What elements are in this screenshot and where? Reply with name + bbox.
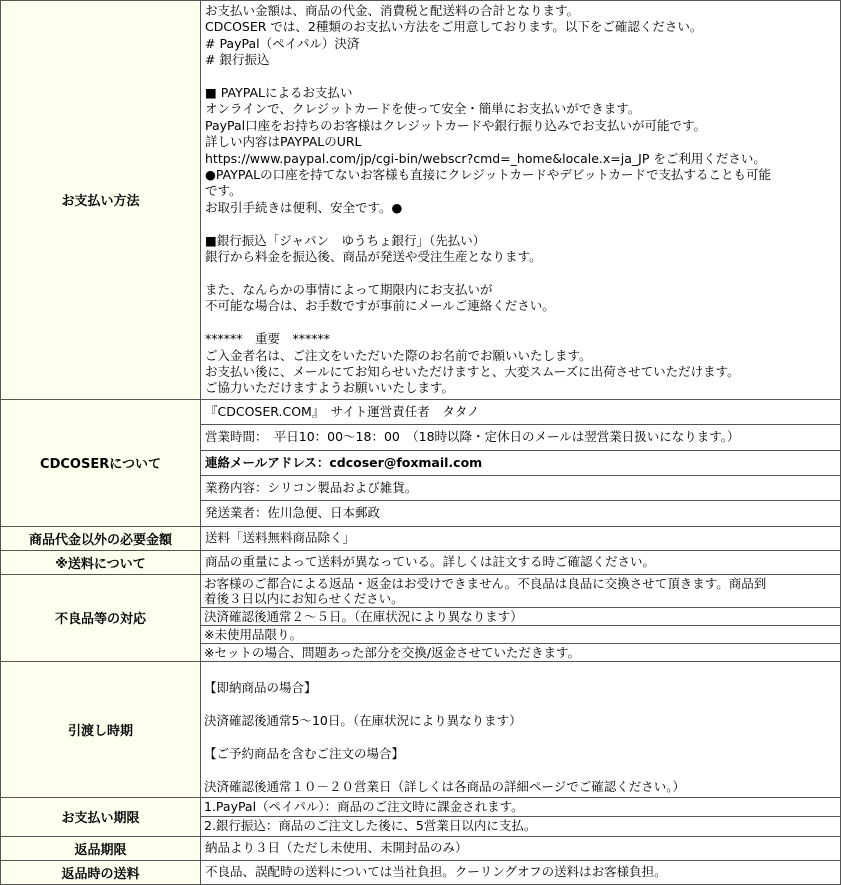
delivery-time-details-line: 決済確認後通常１０－２０営業日（詳しくは各商品の詳細ページでご確認ください。） bbox=[204, 778, 686, 794]
delivery-time-details-line: 決済確認後通常5～10日。（在庫状況により異なります） bbox=[204, 713, 522, 728]
site-operator-line: 『CDCOSER.COM』 サイト運営責任者 タタノ bbox=[205, 403, 480, 419]
return-deadline-detail-line: 納品より３日（ただし未使用、未開封品のみ） bbox=[205, 839, 468, 855]
row-content-payment-method bbox=[201, 1, 840, 399]
payment-method-details-line: また、なんらかの事情によって期限内にお支払いが bbox=[205, 281, 493, 297]
shipping-fee-detail-line: 商品の重量によって送料が異なっている。詳しくは註文する時ご確認ください。 bbox=[205, 553, 656, 569]
payment-method-details-line: https://www.paypal.com/jp/cgi-bin/webscr?cmd=_home&locale.x=ja_JP をご利用ください。 bbox=[205, 150, 766, 166]
bank-transfer-deadline bbox=[201, 817, 840, 835]
payment-method-details-line: # PayPal（ペイパル）決済 bbox=[205, 35, 360, 51]
row-content-defective-items bbox=[201, 575, 840, 661]
delivery-time-details-line: 【即納商品の場合】 bbox=[204, 680, 317, 696]
payment-method-details-line: ■ PAYPALによるお支払い bbox=[205, 85, 353, 101]
payment-method-details-line: CDCOSER では、2種類のお支払い方法をご用意しております。以下をご確認ください。 bbox=[205, 19, 703, 35]
business-description bbox=[201, 476, 840, 501]
set-exchange-note-line: ※セットの場合、問題あった部分を交換/返金させていただきます。 bbox=[204, 644, 581, 660]
extra-fees-detail bbox=[201, 527, 840, 550]
unused-only-note-line: ※未使用品限り。 bbox=[204, 626, 302, 642]
shipping-fee-detail bbox=[201, 551, 840, 574]
payment-method-details-line: ■銀行振込「ジャパン ゆうちょ銀行」（先払い） bbox=[205, 232, 486, 248]
row-label-payment-deadline: お支払い期限 bbox=[1, 798, 201, 836]
payment-method-details-line bbox=[205, 69, 836, 85]
payment-method-details-line: お支払い後に、メールにてお知らせいただけますと、大変スムーズに出荷させていただけます。 bbox=[205, 363, 740, 379]
row-label-about-shipping-fee: ※送料について bbox=[1, 551, 201, 574]
return-policy-line: お客様のご都合による返品・返金はお受けできません。不良品は良品に交換させて頂きます。商品到 bbox=[204, 575, 767, 591]
return-shipping-detail-line: 不良品、誤配時の送料については当社負担。クーリングオフの送料はお客様負担。 bbox=[205, 863, 667, 879]
paypal-deadline bbox=[201, 798, 840, 817]
payment-method-details-line bbox=[205, 315, 836, 331]
payment-method-details-line: お支払い金額は、商品の代金、消費税と配送料の合計となります。 bbox=[205, 3, 580, 18]
payment-method-details-line: PayPal口座をお持ちのお客様はクレジットカードや銀行振り込みでお支払いが可能です。 bbox=[205, 117, 706, 133]
delivery-time-details-line bbox=[204, 729, 837, 745]
row-content-about-shipping-fee bbox=[201, 551, 840, 574]
contact-email bbox=[201, 451, 840, 476]
processing-time bbox=[201, 608, 840, 626]
unused-only-note bbox=[201, 626, 840, 644]
shipping-carriers-line: 発送業者：佐川急便、日本郵政 bbox=[205, 505, 381, 521]
set-exchange-note bbox=[201, 644, 840, 661]
delivery-time-details-line bbox=[204, 697, 837, 713]
payment-method-details-line: ****** 重要 ****** bbox=[205, 331, 331, 347]
contact-email-line: 連絡メールアドレス：cdcoser@foxmail.com bbox=[205, 454, 483, 470]
row-label-payment-method: お支払い方法 bbox=[1, 1, 201, 399]
table-row-return-shipping bbox=[1, 861, 840, 884]
business-hours bbox=[201, 425, 840, 450]
business-description-line: 業務内容：シリコン製品および雑貨。 bbox=[205, 479, 418, 495]
payment-method-details-line: # 銀行振込 bbox=[205, 52, 270, 68]
row-label-return-deadline: 返品期限 bbox=[1, 837, 201, 860]
table-row-return-deadline bbox=[1, 837, 840, 861]
payment-method-details-line: ご入金者名は、ご注文をいただいた際のお名前でお願いいたします。 bbox=[205, 347, 592, 363]
return-shipping-detail bbox=[201, 861, 840, 884]
row-content-return-deadline bbox=[201, 837, 840, 860]
shipping-carriers bbox=[201, 501, 840, 525]
site-operator bbox=[201, 400, 840, 425]
payment-method-details-line: ●PAYPALの口座を持てないお客様も直接にクレジットカードやデビットカードで支払することも可能 bbox=[205, 167, 772, 183]
business-hours-line: 営業時間： 平日10：00～18：00 （18時以降・定休日のメールは翌営業日扱いになります。） bbox=[205, 429, 740, 445]
table-row-extra-fees bbox=[1, 527, 840, 551]
delivery-time-details-line bbox=[204, 664, 837, 680]
table-row-delivery-time bbox=[1, 662, 840, 798]
payment-method-details-line: お取引手続きは便利、安全です。● bbox=[205, 199, 403, 215]
table-row-payment-method bbox=[1, 1, 840, 400]
row-label-about-cdcoser: CDCOSERについて bbox=[1, 400, 201, 526]
row-content-return-shipping bbox=[201, 861, 840, 884]
return-policy-line: 着後３日以内にお知らせください。 bbox=[204, 590, 404, 606]
payment-method-details bbox=[201, 1, 840, 399]
row-label-delivery-time: 引渡し時期 bbox=[1, 662, 201, 797]
delivery-time-details-line bbox=[204, 762, 837, 778]
row-label-return-shipping: 返品時の送料 bbox=[1, 861, 201, 884]
payment-method-details-line: です。 bbox=[205, 183, 242, 199]
table-row-payment-deadline bbox=[1, 798, 840, 837]
processing-time-line: 決済確認後通常２～５日。（在庫状況により異なります） bbox=[204, 608, 523, 624]
row-content-payment-deadline bbox=[201, 798, 840, 836]
payment-method-details-line: 銀行から料金を振込後、商品が発送や受注生産となります。 bbox=[205, 249, 542, 265]
row-label-defective-items: 不良品等の対応 bbox=[1, 575, 201, 661]
table-row-defective-items bbox=[1, 575, 840, 662]
bank-transfer-deadline-line: 2.銀行振込：商品のご注文した後に、5営業日以内に支払。 bbox=[204, 818, 537, 834]
return-policy bbox=[201, 575, 840, 608]
delivery-time-details-line: 【ご予約商品を含むご注文の場合】 bbox=[204, 745, 405, 761]
row-content-delivery-time bbox=[201, 662, 840, 797]
return-deadline-detail bbox=[201, 837, 840, 860]
extra-fees-detail-line: 送料「送料無料商品除く」 bbox=[205, 529, 356, 545]
table-row-about-shipping-fee bbox=[1, 551, 840, 575]
row-content-about-cdcoser bbox=[201, 400, 840, 526]
payment-method-details-line: 詳しい内容はPAYPALのURL bbox=[205, 134, 362, 150]
row-content-extra-fees bbox=[201, 527, 840, 550]
payment-method-details-line: オンラインで、クレジットカードを使って安全・簡単にお支払いができます。 bbox=[205, 101, 641, 117]
payment-method-details-line: 不可能な場合は、お手数ですが事前にメールご連絡ください。 bbox=[205, 298, 555, 314]
payment-method-details-line: ご協力いただけますようお願いいたします。 bbox=[205, 380, 455, 396]
table-row-about-cdcoser bbox=[1, 400, 840, 527]
paypal-deadline-line: 1.PayPal（ペイパル）：商品のご注文時に課金されます。 bbox=[204, 799, 524, 815]
payment-method-details-line bbox=[205, 266, 836, 282]
payment-method-details-line bbox=[205, 216, 836, 232]
delivery-time-details bbox=[201, 662, 840, 797]
row-label-extra-fees: 商品代金以外の必要金額 bbox=[1, 527, 201, 550]
